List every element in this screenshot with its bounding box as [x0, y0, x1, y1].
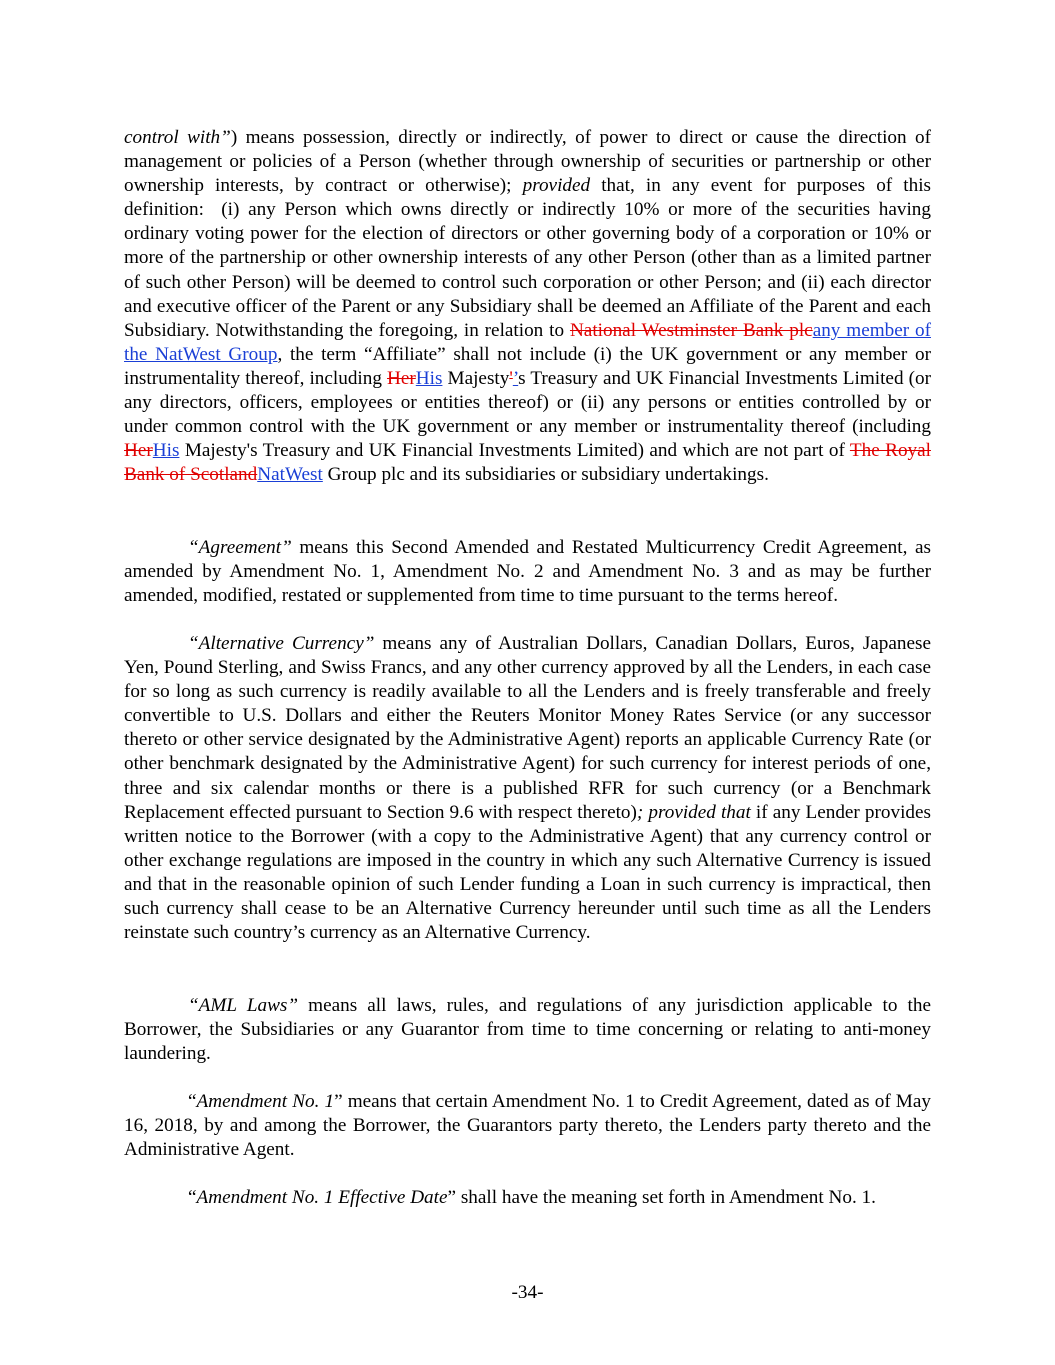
deleted-text: '	[509, 367, 513, 389]
page-number: -34-	[511, 1282, 544, 1303]
inserted-text: His	[415, 367, 443, 389]
affiliate-definition-continued: control with”) means possession, directly or indirectly, of power to direct or cause the direction of management or policies of a Person (whether through ownership of securities or partnership or other ownership interests, by contract or otherwise); provided that, in any event for purposes of this definition: (i) any Person which owns directly or indirectly 10% or more of the securities having ordinary voting power for the election of directors or other governing body of a corporation or 10% or more of the partnership or other ownership interests of any other Person (other than as a limited partner of such other Person) will be deemed to control such corporation or other Person; and (ii) each director and executive officer of the Parent or any Subsidiary shall be deemed an Affiliate of the Parent and each Subsidiary. Notwithstanding the foregoing, in relation to National Westminster Bank plcany member of the NatWest Group, the term “Affiliate” shall not include (i) the UK government or any member or instrumentality thereof, including HerHis Majesty'’s Treasury and UK Financial Investments Limited (or any directors, officers, employees or entities thereof) or (ii) any persons or entities controlled by or under common control with the UK government or any member or instrumentality thereof (including HerHis Majesty's Treasury and UK Financial Investments Limited) and which are not part of The Royal Bank of ScotlandNatWest Group plc and its subsidiaries or subsidiary undertakings.	[124, 127, 932, 486]
inserted-text: any member of the NatWest Group	[124, 319, 931, 365]
defined-term: “AML Laws”	[188, 995, 299, 1016]
term-fragment: control with”	[124, 127, 231, 148]
inserted-text: ’	[512, 367, 519, 389]
amendment-no-1-definition: “Amendment No. 1” means that certain Amendment No. 1 to Credit Agreement, dated as of May 16, 2018, by and among the Borrower, the Guarantors party thereto, the Lenders party thereto and the Administrative Agent.	[124, 1091, 931, 1161]
defined-term: Amendment No. 1	[196, 1091, 335, 1112]
defined-term: “Agreement”	[188, 537, 292, 558]
aml-laws-definition: “AML Laws” means all laws, rules, and regulations of any jurisdiction applicable to the Borrower, the Subsidiaries or any Guarantor from time to time concerning or relating to anti-money laundering.	[124, 995, 932, 1065]
inserted-text: His	[152, 440, 180, 462]
deleted-text: Her	[387, 367, 416, 389]
alternative-currency-definition: “Alternative Currency” means any of Australian Dollars, Canadian Dollars, Euros, Japanese Yen, Pound Sterling, and Swiss Francs, and any other currency approved by all the Lenders, in each case for so long as such currency is readily available to all the Lenders and is freely transferable and freely convertible to U.S. Dollars and either the Reuters Monitor Money Rates Service (or any successor thereto or other service designated by the Administrative Agent) reports an applicable Currency Rate (or other benchmark designated by the Administrative Agent) for such currency for interest periods of one, three and six calendar months or there is a published RFR for such currency (or a Benchmark Replacement effected pursuant to Section 9.6 with respect thereto); provided that if any Lender provides written notice to the Borrower (with a copy to the Administrative Agent) that any currency control or other exchange regulations are imposed in the country in which any such Alternative Currency is issued and that in the reasonable opinion of such Lender funding a Loan in such currency is impractical, then such currency shall cease to be an Alternative Currency hereunder until such time as all the Lenders reinstate such country’s currency as an Alternative Currency.	[124, 633, 932, 944]
deleted-text: Her	[124, 440, 153, 462]
defined-term: “Alternative Currency”	[188, 633, 375, 654]
amendment-no-1-effective-date-definition: “Amendment No. 1 Effective Date” shall have the meaning set forth in Amendment No. 1.	[188, 1187, 876, 1208]
inserted-text: NatWest	[257, 464, 323, 486]
deleted-text: National Westminster Bank plc	[569, 319, 813, 341]
defined-term: Amendment No. 1 Effective Date	[196, 1187, 448, 1208]
deleted-text: The Royal Bank of Scotland	[124, 440, 931, 486]
agreement-definition: “Agreement” means this Second Amended and Restated Multicurrency Credit Agreement, as amended by Amendment No. 1, Amendment No. 2 and Amendment No. 3 and as may be further amended, modified, restated or supplemented from time to time pursuant to the terms hereof.	[124, 537, 931, 607]
